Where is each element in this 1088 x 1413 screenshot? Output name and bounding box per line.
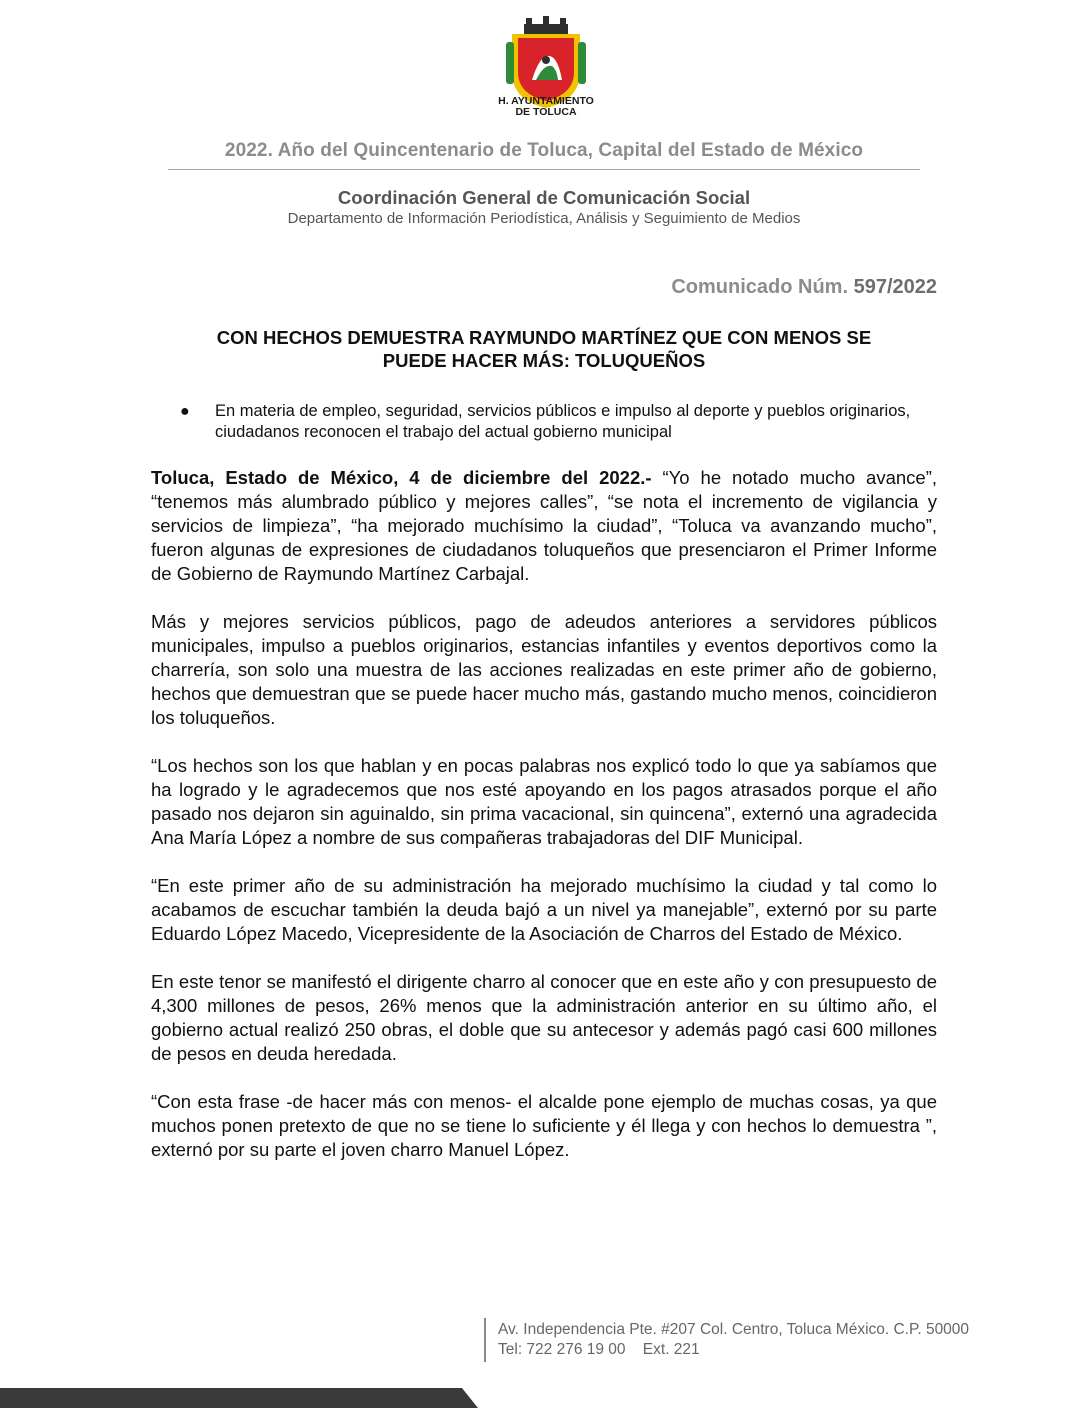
footer-contact — [498, 1320, 969, 1360]
year-motto: 2022. Año del Quincentenario de Toluca, Capital del Estado de México — [224, 140, 864, 161]
paragraph-1-text: “Yo he notado mucho avance”, “tenemos más alumbrado público y mejores calles”, “se nota el incremento de vigilancia y servicios de limpieza”, “ha mejorado muchísimo la ciudad”, “Toluca va avanzando mucho”, fueron algunas de expresiones de ciudadanos toluqueños que presenciaron el Primer Informe de Gobierno de Raymundo Martínez Carbajal. — [151, 467, 938, 584]
summary-bullets — [178, 401, 948, 443]
logo-caption-line-1: H. AYUNTAMIENTO — [498, 95, 594, 107]
logo-caption — [460, 96, 632, 118]
headline-line-2: PUEDE HACER MÁS: TOLUQUEÑOS — [382, 350, 706, 371]
footer-divider — [484, 1318, 486, 1362]
footer-address: Av. Independencia Pte. #207 Col. Centro, Toluca México. C.P. 50000 — [498, 1321, 970, 1338]
press-release-number-value: 597/2022 — [853, 276, 937, 298]
press-release-number — [671, 276, 937, 299]
headline — [150, 326, 938, 372]
footer-decorative-stripe — [0, 1388, 480, 1408]
paragraph-1 — [151, 466, 937, 586]
footer-extension: Ext. 221 — [642, 1341, 700, 1358]
dateline: Toluca, Estado de México, 4 de diciembre del 2022.- — [151, 467, 652, 488]
logo-caption-line-2: DE TOLUCA — [515, 106, 577, 118]
footer-phone-line — [498, 1340, 969, 1360]
paragraph-5: En este tenor se manifestó el dirigente charro al conocer que en este año y con presupuesto de 4,300 millones de pesos, 26% menos que la administración anterior en su último año, el gobierno actual realizó 250 obras, el doble que su antecesor y además pagó casi 600 millones de pesos en deuda heredada. — [151, 971, 937, 1064]
summary-bullet-text: En materia de empleo, seguridad, servicios públicos e impulso al deporte y pueblos originarios, ciudadanos reconocen el trabajo del actual gobierno municipal — [215, 402, 911, 441]
paragraph-2: Más y mejores servicios públicos, pago de adeudos anteriores a servidores públicos municipales, impulso a pueblos originarios, estancias infantiles y eventos deportivos como la charrería, son solo una muestra de las acciones realizadas en este primer año de gobierno, hechos que demuestran que se puede hacer mucho más, gastando mucho menos, coincidieron los toluqueños. — [151, 611, 937, 728]
paragraph-4: “En este primer año de su administración ha mejorado muchísimo la ciudad y tal como lo acabamos de escuchar también la deuda bajó a un nivel ya manejable”, externó por su parte Eduardo López Macedo, Vicepresidente de la Asociación de Charros del Estado de México. — [151, 875, 937, 944]
paragraph-6: “Con esta frase -de hacer más con menos- el alcalde pone ejemplo de muchas cosas, ya que muchos ponen pretexto de que no se tiene lo suficiente y él llega y con hechos lo demuestra ”, externó por su parte el joven charro Manuel López. — [151, 1091, 937, 1160]
bullet-dot-icon: ● — [180, 403, 190, 420]
article-body — [151, 466, 937, 1186]
footer-phone: Tel: 722 276 19 00 — [498, 1341, 626, 1358]
headline-line-1: CON HECHOS DEMUESTRA RAYMUNDO MARTÍNEZ QUE CON MENOS SE — [216, 327, 872, 348]
summary-bullet — [178, 401, 948, 443]
press-release-label: Comunicado Núm. — [671, 276, 849, 298]
department-title: Coordinación General de Comunicación Social — [337, 187, 751, 208]
subdepartment-title: Departamento de Información Periodística, Análisis y Seguimiento de Medios — [287, 210, 801, 227]
paragraph-3: “Los hechos son los que hablan y en pocas palabras nos explicó todo lo que ya sabíamos que ha logrado y le agradecemos que nos esté apoyando en los pagos atrasados porque el año pasado nos dejaron sin aguinaldo, sin prima vacacional, sin quincena”, externó una agradecida Ana María López a nombre de sus compañeras trabajadoras del DIF Municipal. — [151, 755, 937, 848]
header-divider — [168, 169, 920, 170]
